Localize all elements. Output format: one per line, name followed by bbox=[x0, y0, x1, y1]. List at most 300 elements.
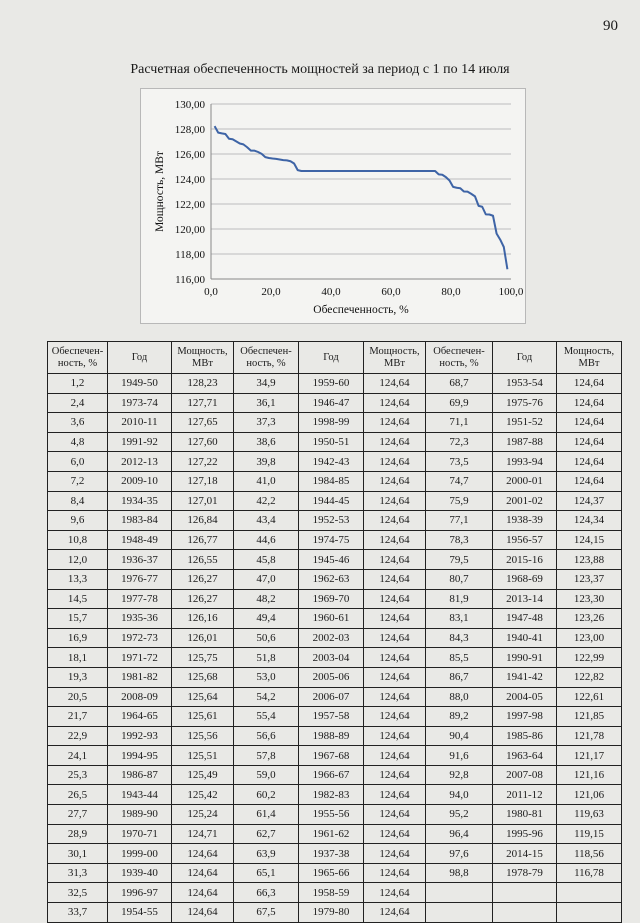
table-cell: 1990-91 bbox=[493, 648, 557, 668]
table-cell: 124,64 bbox=[364, 609, 426, 629]
table-cell: 1965-66 bbox=[299, 863, 364, 883]
table-cell: 1967-68 bbox=[299, 746, 364, 766]
table-cell: 126,01 bbox=[172, 628, 234, 648]
table-cell: 62,7 bbox=[234, 824, 299, 844]
table-cell: 123,37 bbox=[557, 569, 622, 589]
table-cell: 50,6 bbox=[234, 628, 299, 648]
table-cell: 124,64 bbox=[557, 471, 622, 491]
table-cell: 33,7 bbox=[48, 903, 108, 923]
table-cell: 65,1 bbox=[234, 863, 299, 883]
table-row bbox=[48, 667, 622, 687]
table-cell: 124,64 bbox=[364, 452, 426, 472]
table-cell: 21,7 bbox=[48, 707, 108, 727]
table-cell: 66,3 bbox=[234, 883, 299, 903]
table-cell: 47,0 bbox=[234, 569, 299, 589]
table-cell: 2010-11 bbox=[108, 413, 172, 433]
table-cell: 1939-40 bbox=[108, 863, 172, 883]
table-row bbox=[48, 511, 622, 531]
table-cell: 90,4 bbox=[426, 726, 493, 746]
table-cell: 67,5 bbox=[234, 903, 299, 923]
chart-title: Расчетная обеспеченность мощностей за период с 1 по 14 июля bbox=[130, 62, 510, 77]
table-cell: 36,1 bbox=[234, 393, 299, 413]
table-cell: 1937-38 bbox=[299, 844, 364, 864]
table-cell: 1985-86 bbox=[493, 726, 557, 746]
table-cell: 92,8 bbox=[426, 765, 493, 785]
column-header: Мощность, МВт bbox=[364, 342, 426, 374]
table-cell: 26,5 bbox=[48, 785, 108, 805]
table-cell: 125,68 bbox=[172, 667, 234, 687]
table-cell: 1953-54 bbox=[493, 374, 557, 394]
table-cell: 124,15 bbox=[557, 530, 622, 550]
table-cell: 37,3 bbox=[234, 413, 299, 433]
column-header: Год bbox=[108, 342, 172, 374]
table-cell bbox=[557, 903, 622, 923]
table-cell: 125,24 bbox=[172, 805, 234, 825]
table-row bbox=[48, 491, 622, 511]
table-cell: 31,3 bbox=[48, 863, 108, 883]
y-tick-label: 122,00 bbox=[174, 199, 205, 211]
table-cell: 1970-71 bbox=[108, 824, 172, 844]
table-row bbox=[48, 589, 622, 609]
table-cell: 1959-60 bbox=[299, 374, 364, 394]
table-cell: 96,4 bbox=[426, 824, 493, 844]
table-cell: 2007-08 bbox=[493, 765, 557, 785]
y-tick-label: 128,00 bbox=[174, 124, 205, 136]
table-cell: 1976-77 bbox=[108, 569, 172, 589]
table-cell: 1956-57 bbox=[493, 530, 557, 550]
table-cell: 1960-61 bbox=[299, 609, 364, 629]
table-cell: 72,3 bbox=[426, 432, 493, 452]
table-cell: 59,0 bbox=[234, 765, 299, 785]
table-cell: 1977-78 bbox=[108, 589, 172, 609]
table-cell: 2012-13 bbox=[108, 452, 172, 472]
data-table bbox=[47, 341, 622, 923]
table-cell bbox=[493, 903, 557, 923]
table-cell bbox=[426, 883, 493, 903]
x-tick-label: 100,0 bbox=[498, 286, 524, 298]
table-cell: 1979-80 bbox=[299, 903, 364, 923]
table-cell: 2014-15 bbox=[493, 844, 557, 864]
table-cell: 119,63 bbox=[557, 805, 622, 825]
table-cell: 2008-09 bbox=[108, 687, 172, 707]
table-cell: 43,4 bbox=[234, 511, 299, 531]
table-row bbox=[48, 432, 622, 452]
table-cell: 124,64 bbox=[172, 863, 234, 883]
x-tick-label: 0,0 bbox=[204, 286, 218, 298]
table-row bbox=[48, 765, 622, 785]
table-cell: 27,7 bbox=[48, 805, 108, 825]
table-cell: 124,64 bbox=[364, 805, 426, 825]
table-cell: 121,78 bbox=[557, 726, 622, 746]
table-cell: 12,0 bbox=[48, 550, 108, 570]
table-cell: 121,17 bbox=[557, 746, 622, 766]
table-row bbox=[48, 824, 622, 844]
table-cell: 124,64 bbox=[364, 648, 426, 668]
table-cell: 1972-73 bbox=[108, 628, 172, 648]
table-cell: 125,49 bbox=[172, 765, 234, 785]
table-cell: 126,27 bbox=[172, 569, 234, 589]
table-cell: 124,64 bbox=[364, 883, 426, 903]
table-cell: 122,82 bbox=[557, 667, 622, 687]
table-cell: 51,8 bbox=[234, 648, 299, 668]
table-cell: 123,26 bbox=[557, 609, 622, 629]
table-cell: 124,64 bbox=[364, 726, 426, 746]
table-cell: 24,1 bbox=[48, 746, 108, 766]
table-cell: 97,6 bbox=[426, 844, 493, 864]
table-cell: 1934-35 bbox=[108, 491, 172, 511]
table-cell bbox=[557, 883, 622, 903]
table-cell: 126,16 bbox=[172, 609, 234, 629]
table-cell: 44,6 bbox=[234, 530, 299, 550]
table-cell: 22,9 bbox=[48, 726, 108, 746]
table-cell: 121,16 bbox=[557, 765, 622, 785]
table-cell: 1997-98 bbox=[493, 707, 557, 727]
y-tick-label: 124,00 bbox=[174, 174, 205, 186]
table-cell: 126,27 bbox=[172, 589, 234, 609]
table-cell: 1951-52 bbox=[493, 413, 557, 433]
table-cell: 1945-46 bbox=[299, 550, 364, 570]
table-cell: 118,56 bbox=[557, 844, 622, 864]
table-row bbox=[48, 903, 622, 923]
table-body bbox=[48, 374, 622, 923]
table-cell bbox=[426, 903, 493, 923]
table-cell: 94,0 bbox=[426, 785, 493, 805]
table-cell: 25,3 bbox=[48, 765, 108, 785]
table-cell: 124,64 bbox=[364, 903, 426, 923]
table-cell: 124,64 bbox=[364, 707, 426, 727]
column-header: Год bbox=[493, 342, 557, 374]
table-cell: 2,4 bbox=[48, 393, 108, 413]
table-cell: 68,7 bbox=[426, 374, 493, 394]
table-cell: 74,7 bbox=[426, 471, 493, 491]
x-tick-label: 80,0 bbox=[441, 286, 461, 298]
table-cell: 41,0 bbox=[234, 471, 299, 491]
table-cell: 80,7 bbox=[426, 569, 493, 589]
table-cell: 2011-12 bbox=[493, 785, 557, 805]
table-cell: 2002-03 bbox=[299, 628, 364, 648]
chart-area bbox=[140, 88, 526, 324]
table-cell: 127,22 bbox=[172, 452, 234, 472]
column-header: Мощность, МВт bbox=[557, 342, 622, 374]
table-cell: 19,3 bbox=[48, 667, 108, 687]
table-cell: 124,64 bbox=[364, 628, 426, 648]
table-row bbox=[48, 628, 622, 648]
table-row bbox=[48, 609, 622, 629]
table-row bbox=[48, 648, 622, 668]
table-cell: 1944-45 bbox=[299, 491, 364, 511]
table-cell: 56,6 bbox=[234, 726, 299, 746]
table-cell: 1971-72 bbox=[108, 648, 172, 668]
page-number: 90 bbox=[603, 18, 618, 34]
table-cell: 127,65 bbox=[172, 413, 234, 433]
table-cell: 121,06 bbox=[557, 785, 622, 805]
table-cell: 123,30 bbox=[557, 589, 622, 609]
table-cell: 1964-65 bbox=[108, 707, 172, 727]
table-cell: 126,77 bbox=[172, 530, 234, 550]
table-cell: 55,4 bbox=[234, 707, 299, 727]
table-cell: 1943-44 bbox=[108, 785, 172, 805]
table-cell: 75,9 bbox=[426, 491, 493, 511]
table-cell: 79,5 bbox=[426, 550, 493, 570]
table-cell: 39,8 bbox=[234, 452, 299, 472]
table-header-row bbox=[48, 342, 622, 374]
table-cell: 1950-51 bbox=[299, 432, 364, 452]
table-cell: 4,8 bbox=[48, 432, 108, 452]
table-cell: 124,34 bbox=[557, 511, 622, 531]
table-cell: 69,9 bbox=[426, 393, 493, 413]
table-cell: 89,2 bbox=[426, 707, 493, 727]
table-cell: 81,9 bbox=[426, 589, 493, 609]
table-cell: 124,64 bbox=[557, 413, 622, 433]
table-cell: 1942-43 bbox=[299, 452, 364, 472]
table-cell: 71,1 bbox=[426, 413, 493, 433]
column-header: Обеспечен-ность, % bbox=[234, 342, 299, 374]
table-cell: 45,8 bbox=[234, 550, 299, 570]
table-cell: 1980-81 bbox=[493, 805, 557, 825]
table-cell: 124,64 bbox=[364, 491, 426, 511]
table-row bbox=[48, 452, 622, 472]
table-cell: 127,18 bbox=[172, 471, 234, 491]
table-row bbox=[48, 726, 622, 746]
table-cell: 124,64 bbox=[364, 785, 426, 805]
table-cell: 2004-05 bbox=[493, 687, 557, 707]
y-tick-label: 118,00 bbox=[175, 249, 205, 261]
table-cell: 124,64 bbox=[172, 844, 234, 864]
column-header: Год bbox=[299, 342, 364, 374]
table-cell: 1995-96 bbox=[493, 824, 557, 844]
table-cell: 54,2 bbox=[234, 687, 299, 707]
table-cell: 60,2 bbox=[234, 785, 299, 805]
table-cell: 124,64 bbox=[364, 687, 426, 707]
table-row bbox=[48, 805, 622, 825]
table-cell: 1935-36 bbox=[108, 609, 172, 629]
table-cell: 125,56 bbox=[172, 726, 234, 746]
table-cell: 1984-85 bbox=[299, 471, 364, 491]
table-row bbox=[48, 530, 622, 550]
table-cell: 1949-50 bbox=[108, 374, 172, 394]
table-cell: 124,64 bbox=[364, 413, 426, 433]
table-cell: 1941-42 bbox=[493, 667, 557, 687]
table-row bbox=[48, 569, 622, 589]
table-row bbox=[48, 863, 622, 883]
table-cell: 122,61 bbox=[557, 687, 622, 707]
table-cell: 1992-93 bbox=[108, 726, 172, 746]
table-row bbox=[48, 707, 622, 727]
table-cell: 34,9 bbox=[234, 374, 299, 394]
table-cell: 1955-56 bbox=[299, 805, 364, 825]
table-cell: 1969-70 bbox=[299, 589, 364, 609]
column-header: Мощность, МВт bbox=[172, 342, 234, 374]
x-tick-label: 60,0 bbox=[381, 286, 401, 298]
table-cell: 3,6 bbox=[48, 413, 108, 433]
table-row bbox=[48, 393, 622, 413]
x-axis-label: Обеспеченность, % bbox=[313, 304, 409, 316]
table-cell: 1947-48 bbox=[493, 609, 557, 629]
table-cell: 8,4 bbox=[48, 491, 108, 511]
table-cell: 124,64 bbox=[364, 824, 426, 844]
table-cell: 124,64 bbox=[557, 432, 622, 452]
table-cell: 1936-37 bbox=[108, 550, 172, 570]
table-cell: 1991-92 bbox=[108, 432, 172, 452]
y-axis-label: Мощность, МВт bbox=[154, 151, 166, 232]
table-cell: 2013-14 bbox=[493, 589, 557, 609]
y-tick-label: 130,00 bbox=[174, 99, 205, 111]
table-cell: 15,7 bbox=[48, 609, 108, 629]
y-tick-label: 120,00 bbox=[174, 224, 205, 236]
table-cell: 1948-49 bbox=[108, 530, 172, 550]
table-cell: 125,51 bbox=[172, 746, 234, 766]
x-tick-label: 40,0 bbox=[321, 286, 341, 298]
table-cell: 127,60 bbox=[172, 432, 234, 452]
table-cell: 84,3 bbox=[426, 628, 493, 648]
table-cell: 124,64 bbox=[364, 863, 426, 883]
table-row bbox=[48, 785, 622, 805]
table-cell: 127,01 bbox=[172, 491, 234, 511]
table-cell: 116,78 bbox=[557, 863, 622, 883]
table-cell: 124,64 bbox=[364, 589, 426, 609]
table-cell: 124,64 bbox=[172, 903, 234, 923]
table-cell: 123,00 bbox=[557, 628, 622, 648]
table-cell: 1968-69 bbox=[493, 569, 557, 589]
table-cell bbox=[493, 883, 557, 903]
table-cell: 124,64 bbox=[364, 569, 426, 589]
series-line bbox=[215, 126, 508, 269]
table-cell: 10,8 bbox=[48, 530, 108, 550]
table-cell: 1981-82 bbox=[108, 667, 172, 687]
table-row bbox=[48, 374, 622, 394]
column-header: Обеспечен-ность, % bbox=[48, 342, 108, 374]
table-cell: 1999-00 bbox=[108, 844, 172, 864]
table-cell: 28,9 bbox=[48, 824, 108, 844]
table-cell: 16,9 bbox=[48, 628, 108, 648]
table-cell: 1986-87 bbox=[108, 765, 172, 785]
table-cell: 124,71 bbox=[172, 824, 234, 844]
table-cell: 1958-59 bbox=[299, 883, 364, 903]
table-row bbox=[48, 883, 622, 903]
table-cell: 1998-99 bbox=[299, 413, 364, 433]
table-cell: 1987-88 bbox=[493, 432, 557, 452]
table-cell: 57,8 bbox=[234, 746, 299, 766]
table-cell: 124,37 bbox=[557, 491, 622, 511]
table-cell: 1963-64 bbox=[493, 746, 557, 766]
table-cell: 124,64 bbox=[364, 550, 426, 570]
table-cell: 123,88 bbox=[557, 550, 622, 570]
table-cell: 91,6 bbox=[426, 746, 493, 766]
table-cell: 1940-41 bbox=[493, 628, 557, 648]
table-cell: 77,1 bbox=[426, 511, 493, 531]
table-cell: 1938-39 bbox=[493, 511, 557, 531]
column-header: Обеспечен-ность, % bbox=[426, 342, 493, 374]
table-cell: 126,84 bbox=[172, 511, 234, 531]
table-cell: 78,3 bbox=[426, 530, 493, 550]
table-cell: 83,1 bbox=[426, 609, 493, 629]
table-cell: 49,4 bbox=[234, 609, 299, 629]
table-cell: 119,15 bbox=[557, 824, 622, 844]
table-cell: 1,2 bbox=[48, 374, 108, 394]
table-cell: 2006-07 bbox=[299, 687, 364, 707]
table-cell: 2001-02 bbox=[493, 491, 557, 511]
table-cell: 124,64 bbox=[557, 393, 622, 413]
table-cell: 126,55 bbox=[172, 550, 234, 570]
line-chart bbox=[141, 89, 527, 325]
table-cell: 61,4 bbox=[234, 805, 299, 825]
table-cell: 125,61 bbox=[172, 707, 234, 727]
table-cell: 124,64 bbox=[364, 530, 426, 550]
table-cell: 1989-90 bbox=[108, 805, 172, 825]
table-cell: 32,5 bbox=[48, 883, 108, 903]
table-cell: 1962-63 bbox=[299, 569, 364, 589]
table-cell: 13,3 bbox=[48, 569, 108, 589]
table-row bbox=[48, 844, 622, 864]
table-cell: 124,64 bbox=[172, 883, 234, 903]
table-cell: 1974-75 bbox=[299, 530, 364, 550]
table-row bbox=[48, 687, 622, 707]
table-cell: 124,64 bbox=[364, 765, 426, 785]
table-cell: 1954-55 bbox=[108, 903, 172, 923]
table-cell: 9,6 bbox=[48, 511, 108, 531]
table-cell: 1978-79 bbox=[493, 863, 557, 883]
table-cell: 20,5 bbox=[48, 687, 108, 707]
table-cell: 1993-94 bbox=[493, 452, 557, 472]
table-cell: 125,64 bbox=[172, 687, 234, 707]
table-cell: 2000-01 bbox=[493, 471, 557, 491]
table-cell: 124,64 bbox=[364, 511, 426, 531]
table-cell: 127,71 bbox=[172, 393, 234, 413]
table-cell: 38,6 bbox=[234, 432, 299, 452]
table-cell: 122,99 bbox=[557, 648, 622, 668]
table-cell: 53,0 bbox=[234, 667, 299, 687]
table-cell: 18,1 bbox=[48, 648, 108, 668]
table-cell: 2005-06 bbox=[299, 667, 364, 687]
table-cell: 124,64 bbox=[364, 471, 426, 491]
table-cell: 48,2 bbox=[234, 589, 299, 609]
table-cell: 95,2 bbox=[426, 805, 493, 825]
table-cell: 73,5 bbox=[426, 452, 493, 472]
table-cell: 63,9 bbox=[234, 844, 299, 864]
table-cell: 2015-16 bbox=[493, 550, 557, 570]
table-cell: 42,2 bbox=[234, 491, 299, 511]
table-cell: 7,2 bbox=[48, 471, 108, 491]
table-cell: 1975-76 bbox=[493, 393, 557, 413]
y-tick-label: 116,00 bbox=[175, 274, 205, 286]
table-cell: 30,1 bbox=[48, 844, 108, 864]
table-row bbox=[48, 471, 622, 491]
table-cell: 124,64 bbox=[364, 667, 426, 687]
table-cell: 86,7 bbox=[426, 667, 493, 687]
table-cell: 1957-58 bbox=[299, 707, 364, 727]
table-cell: 125,75 bbox=[172, 648, 234, 668]
table-cell: 1952-53 bbox=[299, 511, 364, 531]
table-cell: 124,64 bbox=[364, 432, 426, 452]
table-cell: 124,64 bbox=[364, 393, 426, 413]
y-tick-label: 126,00 bbox=[174, 149, 205, 161]
table-cell: 1988-89 bbox=[299, 726, 364, 746]
table-cell: 1946-47 bbox=[299, 393, 364, 413]
table-cell: 1961-62 bbox=[299, 824, 364, 844]
table-cell: 1966-67 bbox=[299, 765, 364, 785]
table-cell: 85,5 bbox=[426, 648, 493, 668]
table-row bbox=[48, 550, 622, 570]
table-cell: 98,8 bbox=[426, 863, 493, 883]
table-cell: 1983-84 bbox=[108, 511, 172, 531]
table-cell: 121,85 bbox=[557, 707, 622, 727]
table-cell: 124,64 bbox=[557, 374, 622, 394]
table-cell: 2003-04 bbox=[299, 648, 364, 668]
table-cell: 124,64 bbox=[364, 374, 426, 394]
table-cell: 124,64 bbox=[364, 746, 426, 766]
table-cell: 88,0 bbox=[426, 687, 493, 707]
table-cell: 1982-83 bbox=[299, 785, 364, 805]
